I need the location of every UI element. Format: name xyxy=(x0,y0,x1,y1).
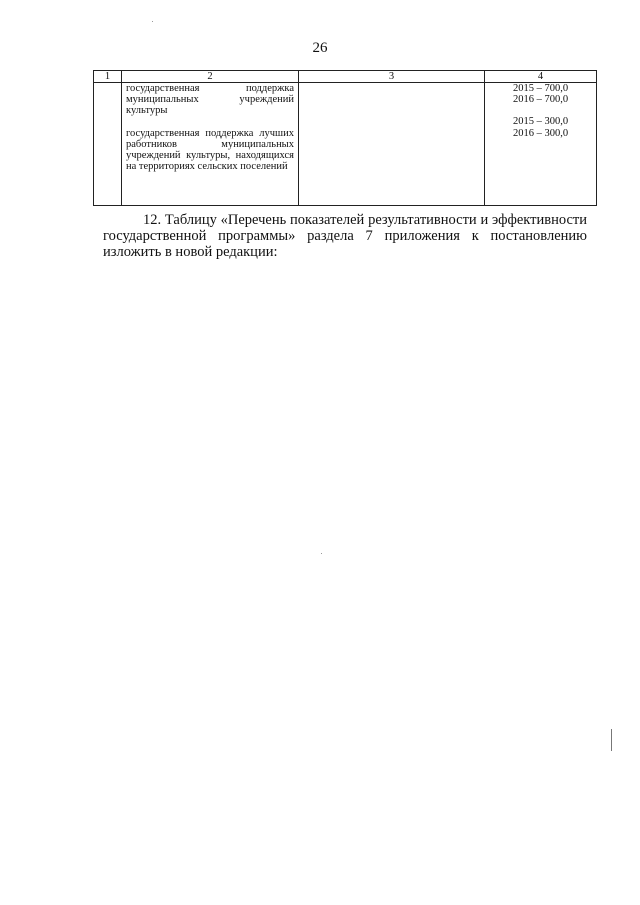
table-cell-column3 xyxy=(299,83,485,206)
value-2016-institutions: 2016 – 700,0 xyxy=(512,94,569,106)
margin-mark xyxy=(611,729,612,751)
scan-speck xyxy=(152,21,153,22)
column-header-3: 3 xyxy=(299,71,485,83)
table-cell-values xyxy=(485,83,597,206)
column-header-4: 4 xyxy=(485,71,597,83)
item-support-workers: государственная поддержка лучших работников муниципальных учреждений культуры, находящихся на территориях сельских поселений xyxy=(126,127,294,173)
column-header-1: 1 xyxy=(94,71,122,83)
column-header-2: 2 xyxy=(122,71,299,83)
value-2015-workers: 2015 – 300,0 xyxy=(512,116,569,128)
body-paragraph xyxy=(103,212,587,260)
document-table xyxy=(93,70,597,206)
page-number: 26 xyxy=(312,40,328,56)
item-support-institutions: государственная поддержка муниципальных учреждений культуры xyxy=(126,83,294,117)
scan-speck xyxy=(321,553,322,554)
value-2015-institutions: 2015 – 700,0 xyxy=(512,83,569,94)
table-cell-items xyxy=(122,83,299,206)
paragraph-text: 12. Таблицу «Перечень показателей результативности и эффективности государственной программы» раздела 7 приложения к постановлению изложить в новой редакции: xyxy=(103,212,587,260)
table-header-row xyxy=(94,71,597,83)
value-2016-workers: 2016 – 300,0 xyxy=(512,127,569,139)
table-row xyxy=(94,83,597,206)
table-cell-number xyxy=(94,83,122,206)
